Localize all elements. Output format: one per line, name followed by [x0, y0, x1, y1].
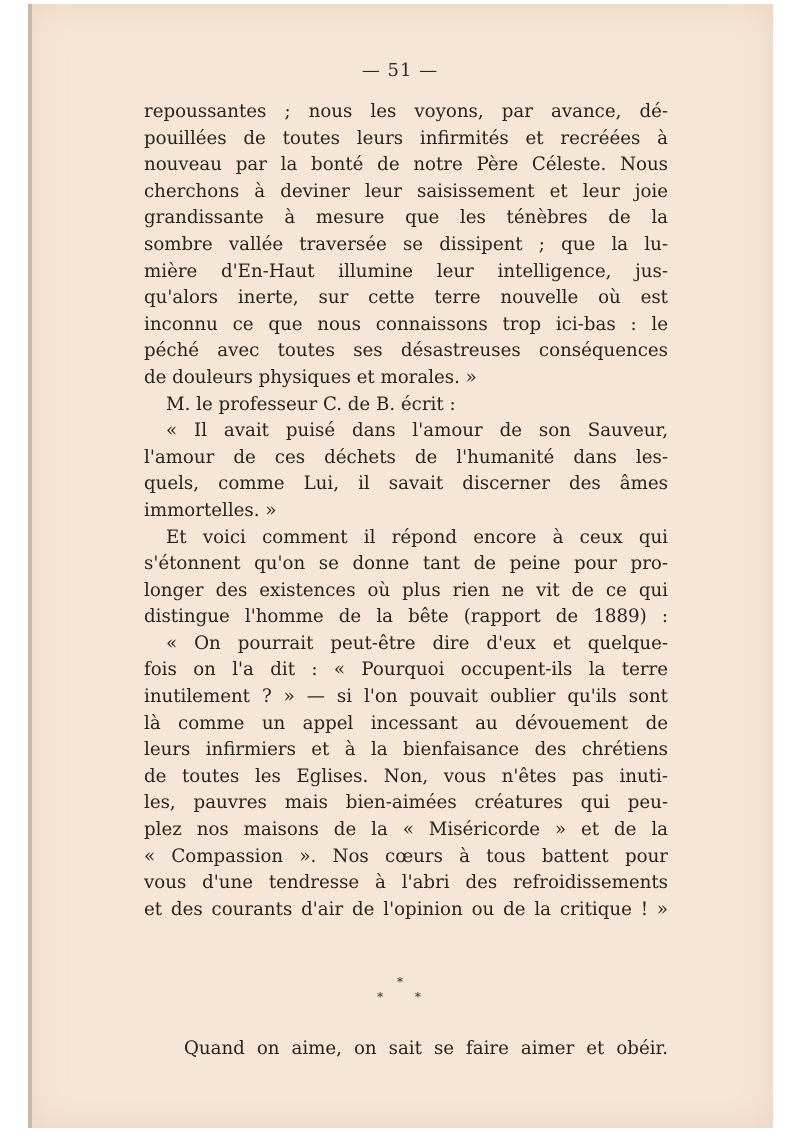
text-line: grandissante à mesure que les ténèbres de la	[144, 207, 668, 229]
text-line: nouveau par la bonté de notre Père Céleste. Nous	[144, 154, 668, 176]
text-line: « Il avait puisé dans l'amour de son Sauveur,	[166, 420, 668, 442]
closing-line: Quand on aime, on sait se faire aimer et obéir.	[184, 1038, 668, 1059]
text-line: repoussantes ; nous les voyons, par avance, dé-	[144, 101, 668, 122]
text-line: fois on l'a dit : « Pourquoi occupent-ils la terre	[144, 659, 668, 681]
text-line: quels, comme Lui, il savait discerner des âmes	[144, 473, 668, 495]
text-line: pouillées de toutes leurs infirmités et recréées à	[144, 127, 668, 149]
text-line: l'amour de ces déchets de l'humanité dans les-	[144, 446, 668, 468]
text-line: inutilement ? » — si l'on pouvait oublier qu'ils sont	[144, 686, 668, 708]
text-line: « On pourrait peut-être dire d'eux et quelque-	[166, 632, 668, 654]
section-separator-bottom: * *	[377, 990, 435, 1004]
page-number: — 51 —	[361, 60, 439, 81]
text-line: mière d'En-Haut illumine leur intelligence, jus-	[144, 260, 668, 282]
text-line: les, pauvres mais bien-aimées créatures qui peu-	[144, 792, 668, 814]
section-separator-top: *	[397, 975, 403, 989]
text-line: s'étonnent qu'on se donne tant de peine pour pro-	[144, 553, 668, 575]
text-line: immortelles. »	[144, 499, 277, 521]
text-line: là comme un appel incessant au dévouement de	[144, 712, 668, 734]
text-line: plez nos maisons de la « Miséricorde » et de la	[144, 819, 668, 841]
text-line: inconnu ce que nous connaissons trop ici-bas : le	[144, 313, 668, 335]
text-line: Et voici comment il répond encore à ceux qui	[166, 526, 668, 548]
body-text	[144, 99, 668, 923]
text-line: sombre vallée traversée se dissipent ; que la lu-	[144, 233, 668, 255]
text-line: « Compassion ». Nos cœurs à tous battent pour	[144, 845, 668, 867]
page-edge	[28, 4, 32, 1128]
text-line: de toutes les Eglises. Non, vous n'êtes pas inuti-	[144, 765, 668, 787]
text-line: péché avec toutes ses désastreuses conséquences	[144, 340, 668, 362]
text-line: de douleurs physiques et morales. »	[144, 366, 477, 388]
text-line: longer des existences où plus rien ne vit de ce qui	[144, 579, 668, 601]
text-line: cherchons à deviner leur saisissement et leur joie	[144, 180, 668, 202]
text-line: M. le professeur C. de B. écrit :	[166, 393, 456, 415]
text-line: distingue l'homme de la bête (rapport de 1889) :	[144, 606, 668, 628]
text-line: leurs infirmiers et à la bienfaisance des chrétiens	[144, 739, 668, 761]
text-line: qu'alors inerte, sur cette terre nouvelle où est	[144, 287, 668, 309]
text-line: vous d'une tendresse à l'abri des refroidissements	[144, 872, 668, 894]
text-line: et des courants d'air de l'opinion ou de la critique ! »	[144, 898, 668, 920]
